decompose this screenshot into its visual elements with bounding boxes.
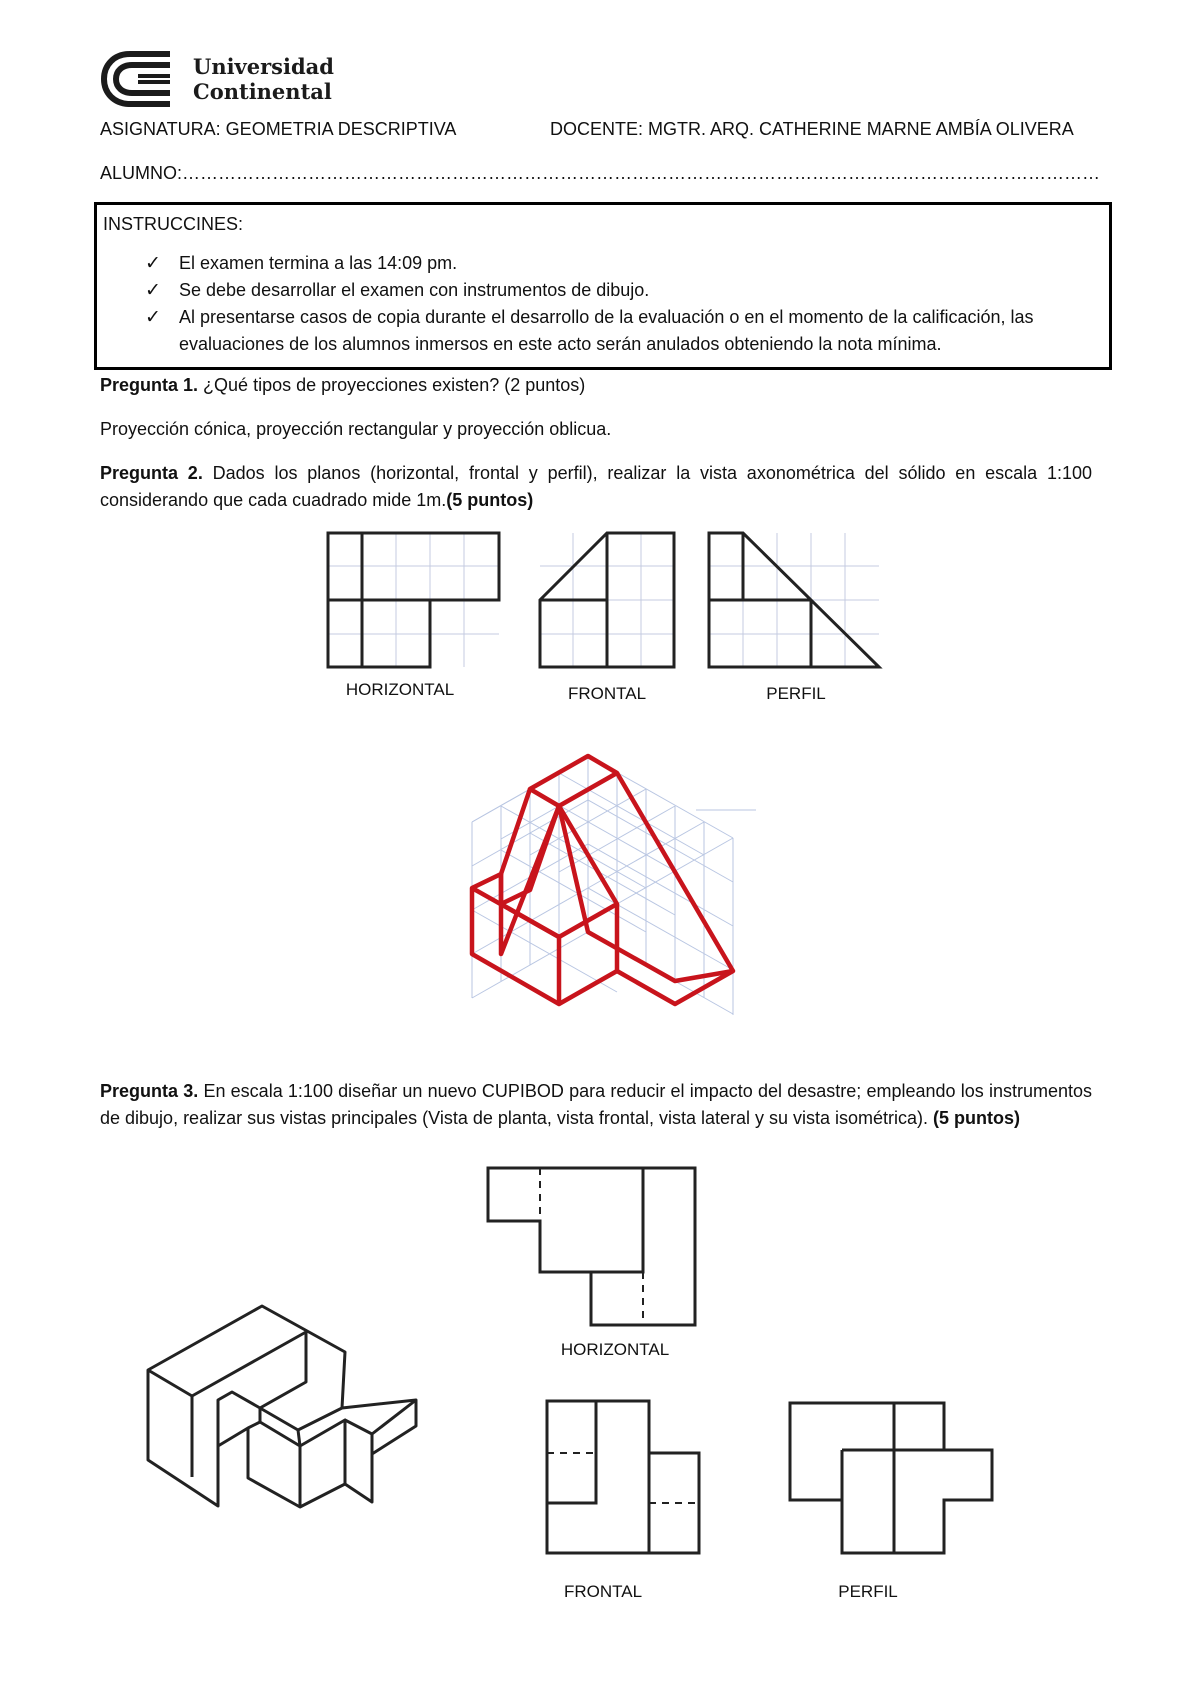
q3-caption-profile: PERFIL — [838, 1582, 898, 1601]
q2-frontal-view — [537, 530, 677, 670]
question-1-label: Pregunta 1. — [100, 375, 199, 395]
question-1-answer: Proyección cónica, proyección rectangular y proyección oblicua. — [100, 419, 612, 439]
question-2-label: Pregunta 2. — [100, 463, 203, 483]
q2-horizontal-view — [325, 530, 505, 670]
q3-isometric-view — [140, 1300, 425, 1510]
instructions-box — [94, 202, 1112, 370]
q2-profile-view — [706, 530, 886, 670]
instructions-title: INSTRUCCINES: — [103, 214, 244, 234]
instruction-text: Se debe desarrollar el examen con instrumentos de dibujo. — [179, 280, 650, 300]
instruction-item — [103, 304, 1095, 358]
question-1-text: ¿Qué tipos de proyecciones existen? (2 puntos) — [203, 375, 586, 395]
q2-caption-frontal: FRONTAL — [567, 684, 647, 703]
instruction-item — [103, 277, 1095, 304]
q3-profile-view — [787, 1400, 1002, 1558]
student-line: ALUMNO:……………………………………………………………………………………………………………………………………… — [100, 163, 1101, 183]
question-2-text: Dados los planos (horizontal, frontal y perfil), realizar la vista axonométrica del sólido en escala 1:100 considerando que cada cuadrado mide 1m. — [100, 463, 1092, 510]
subject-line: ASIGNATURA: GEOMETRIA DESCRIPTIVA — [100, 119, 457, 139]
q3-frontal-view — [544, 1398, 704, 1560]
instruction-text: Al presentarse casos de copia durante el desarrollo de la evaluación o en el momento de la calificación, las evaluaciones de los alumnos inmersos en este acto serán anulados obteniendo la nota mínima. — [179, 307, 1034, 354]
q2-caption-horizontal: HORIZONTAL — [345, 680, 455, 699]
checkmark-icon: ✓ — [145, 280, 161, 301]
checkmark-icon: ✓ — [145, 253, 161, 274]
logo-wordmark — [193, 54, 334, 104]
question-1 — [100, 372, 1100, 399]
question-3-label: Pregunta 3. — [100, 1081, 199, 1101]
question-3-text: En escala 1:100 diseñar un nuevo CUPIBOD para reducir el impacto del desastre; empleando los instrumentos de dibujo, realizar sus vistas principales (Vista de planta, vista frontal, vista lateral y su vista isométrica). — [100, 1081, 1092, 1128]
question-3-points: (5 puntos) — [933, 1108, 1021, 1128]
university-logo-icon — [98, 48, 178, 110]
instruction-text: El examen termina a las 14:09 pm. — [179, 253, 458, 273]
logo-line-2: Continental — [193, 79, 332, 104]
teacher-line: DOCENTE: MGTR. ARQ. CATHERINE MARNE AMBÍA OLIVERA — [550, 119, 1074, 139]
q3-caption-horizontal: HORIZONTAL — [560, 1340, 670, 1359]
q3-caption-frontal: FRONTAL — [563, 1582, 643, 1601]
question-3 — [100, 1078, 1092, 1132]
instruction-item — [103, 250, 1095, 277]
q2-isometric-solution — [466, 740, 756, 1030]
instructions-list — [103, 250, 1095, 358]
question-2-points: (5 puntos) — [446, 490, 534, 510]
question-2 — [100, 460, 1092, 514]
q3-horizontal-view — [485, 1165, 705, 1335]
checkmark-icon: ✓ — [145, 307, 161, 328]
q2-caption-profile: PERFIL — [766, 684, 826, 703]
logo-line-1: Universidad — [193, 54, 334, 79]
